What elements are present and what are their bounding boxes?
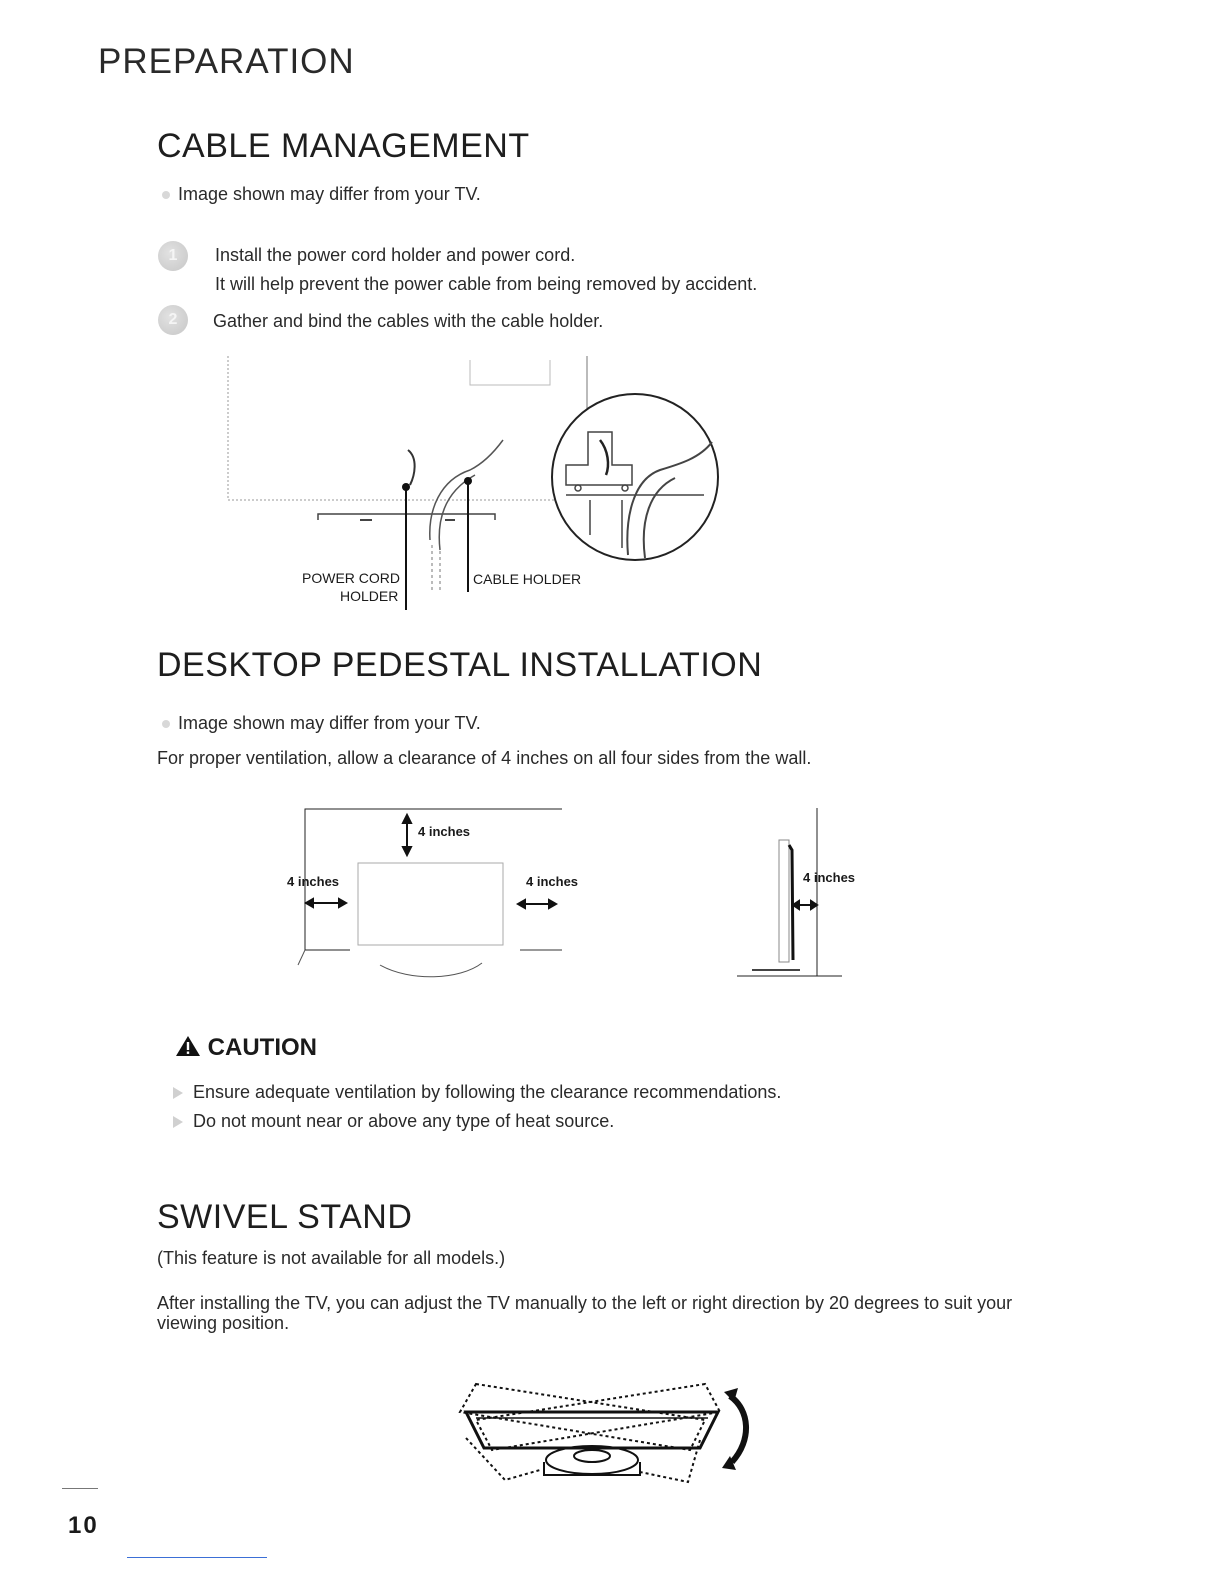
cable-holder-label: CABLE HOLDER	[473, 571, 582, 587]
footer-rule	[62, 1488, 98, 1489]
pedestal-heading: DESKTOP PEDESTAL INSTALLATION	[157, 646, 763, 684]
pedestal-note: Image shown may differ from your TV.	[162, 713, 481, 734]
power-cord-holder-label-line2: HOLDER	[340, 588, 399, 604]
step-2-line-1: Gather and bind the cables with the cable holder.	[213, 311, 604, 331]
power-cord-holder-label-line1: POWER CORD	[302, 570, 400, 586]
step-1-line-2: It will help prevent the power cable from being removed by accident.	[215, 274, 758, 294]
swivel-heading: SWIVEL STAND	[157, 1198, 413, 1236]
page-number: 10	[68, 1512, 99, 1539]
clearance-top-label: 4 inches	[418, 824, 471, 839]
swivel-description-line2: viewing position.	[157, 1313, 290, 1333]
clearance-left-label: 4 inches	[287, 874, 340, 889]
cable-management-heading: CABLE MANAGEMENT	[157, 127, 530, 165]
chapter-title: PREPARATION	[98, 42, 355, 81]
clearance-side-label: 4 inches	[803, 870, 856, 885]
ventilation-text: For proper ventilation, allow a clearance of 4 inches on all four sides from the wall.	[157, 748, 812, 768]
swivel-availability: (This feature is not available for all models.)	[157, 1248, 506, 1268]
caution-item-2: Do not mount near or above any type of heat source.	[173, 1111, 614, 1132]
bottom-link-line	[127, 1557, 267, 1558]
cable-management-note: Image shown may differ from your TV.	[162, 184, 481, 205]
caution-heading: CAUTION	[175, 1034, 317, 1062]
clearance-right-label: 4 inches	[526, 874, 579, 889]
step-1-icon: 1	[158, 241, 188, 271]
step-1-line-1: Install the power cord holder and power cord.	[215, 245, 576, 265]
caution-item-1: Ensure adequate ventilation by following the clearance recommendations.	[173, 1082, 781, 1103]
step-2-icon: 2	[158, 305, 188, 335]
swivel-description-line1: After installing the TV, you can adjust the TV manually to the left or right direction by 20 degrees to suit your	[157, 1293, 1013, 1313]
